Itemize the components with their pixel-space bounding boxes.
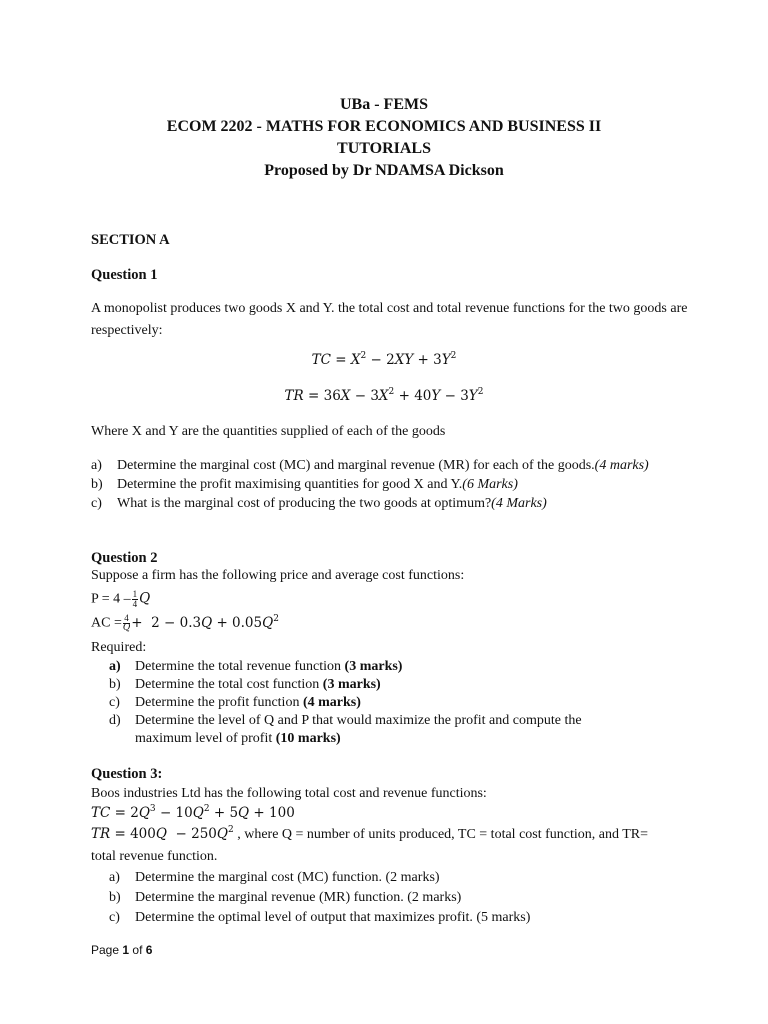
list-item (91, 456, 681, 475)
item-text: What is the marginal cost of producing the two goods at optimum? (117, 496, 492, 511)
item-text: Determine the optimal level of output that maximizes profit. (5 marks) (135, 910, 531, 925)
question-1-list (91, 456, 681, 513)
item-text: Determine the marginal cost (MC) and marginal revenue (MR) for each of the goods. (117, 458, 595, 473)
footer-page-word: Page (91, 943, 120, 957)
question-1-title: Question 1 (91, 267, 158, 283)
question-3-title: Question 3: (91, 766, 163, 782)
document-type: TUTORIALS (337, 140, 431, 157)
list-item (109, 712, 629, 748)
list-item (91, 494, 681, 513)
item-label: a) (109, 870, 120, 885)
item-label: a) (109, 659, 121, 674)
item-marks: (10 marks) (275, 731, 341, 746)
item-text: Determine the marginal revenue (MR) function. (2 marks) (135, 890, 462, 905)
item-marks: (3 marks) (344, 659, 403, 674)
item-label: d) (109, 713, 121, 728)
list-item (109, 658, 629, 676)
item-label: c) (109, 910, 120, 925)
list-item (109, 676, 629, 694)
average-cost-function: AC = $\frac{4}{Q}$ + $2 - 0.3Q + 0.05Q^2$ (91, 613, 279, 633)
item-label: b) (109, 890, 121, 905)
item-marks: (6 Marks) (462, 477, 518, 492)
item-text: Determine the profit maximising quantities for good X and Y. (117, 477, 463, 492)
tr-description-continued: total revenue function. (91, 849, 218, 864)
item-marks: (3 marks) (322, 677, 381, 692)
institution-title: UBa - FEMS (340, 96, 428, 113)
ac-prefix: AC = (91, 615, 122, 631)
list-item (109, 868, 629, 888)
item-label: a) (91, 458, 102, 473)
item-label: b) (91, 477, 103, 492)
list-item (91, 475, 681, 494)
question-2-list (109, 658, 629, 748)
equation-total-cost: TC = $X^2 - 2XY + 3Y^2$ (311, 351, 457, 368)
question-3-list (109, 868, 629, 928)
item-text: Determine the marginal cost (MC) function. (2 marks) (135, 870, 440, 885)
author-line: Proposed by Dr NDAMSA Dickson (264, 162, 504, 179)
footer-current-page: 1 (122, 943, 130, 957)
item-text: Determine the level of Q and P that would maximize the profit and compute the maximum level of profit (135, 713, 582, 746)
question-2-title: Question 2 (91, 550, 158, 566)
question-1-where: Where X and Y are the quantities supplied of each of the goods (91, 424, 446, 439)
tr-description: , where Q = number of units produced, TC = total cost function, and TR= (237, 827, 649, 842)
price-function: P = 4 – $\frac{1}{4}$ Q (91, 589, 151, 609)
footer-of-word: of (132, 943, 143, 957)
question-3-intro: Boos industries Ltd has the following total cost and revenue functions: (91, 786, 487, 801)
list-item (109, 888, 629, 908)
list-item (109, 694, 629, 712)
required-label: Required: (91, 640, 147, 655)
page-footer (91, 943, 152, 957)
section-heading: SECTION A (91, 232, 170, 248)
equation-q3-total-cost: TC = $2Q^3 - 10Q^2 + 5Q + 100$ (91, 804, 295, 821)
item-text: Determine the total revenue function (135, 659, 345, 674)
question-2-intro: Suppose a firm has the following price and average cost functions: (91, 568, 465, 583)
item-marks: (4 marks) (302, 695, 361, 710)
item-marks: (4 Marks) (491, 496, 547, 511)
item-label: c) (91, 496, 102, 511)
item-text: Determine the profit function (135, 695, 303, 710)
price-prefix: P = 4 – (91, 591, 131, 607)
question-1-intro: A monopolist produces two goods X and Y. the total cost and total revenue functions for the two goods are respectively: (91, 301, 688, 338)
course-title: ECOM 2202 - MATHS FOR ECONOMICS AND BUSINESS II (166, 118, 602, 135)
equation-q3-total-revenue: TR = $400Q - 250Q^2$ , where Q = number of units produced, TC = total cost function, and TR= (91, 825, 649, 842)
item-text: Determine the total cost function (135, 677, 323, 692)
item-label: b) (109, 677, 121, 692)
item-marks: (4 marks) (594, 458, 649, 473)
equation-total-revenue: TR = $36X - 3X^2 + 40Y - 3Y^2$ (284, 387, 484, 404)
document-header (0, 94, 768, 182)
footer-total-pages: 6 (145, 943, 153, 957)
item-label: c) (109, 695, 120, 710)
list-item (109, 908, 629, 928)
